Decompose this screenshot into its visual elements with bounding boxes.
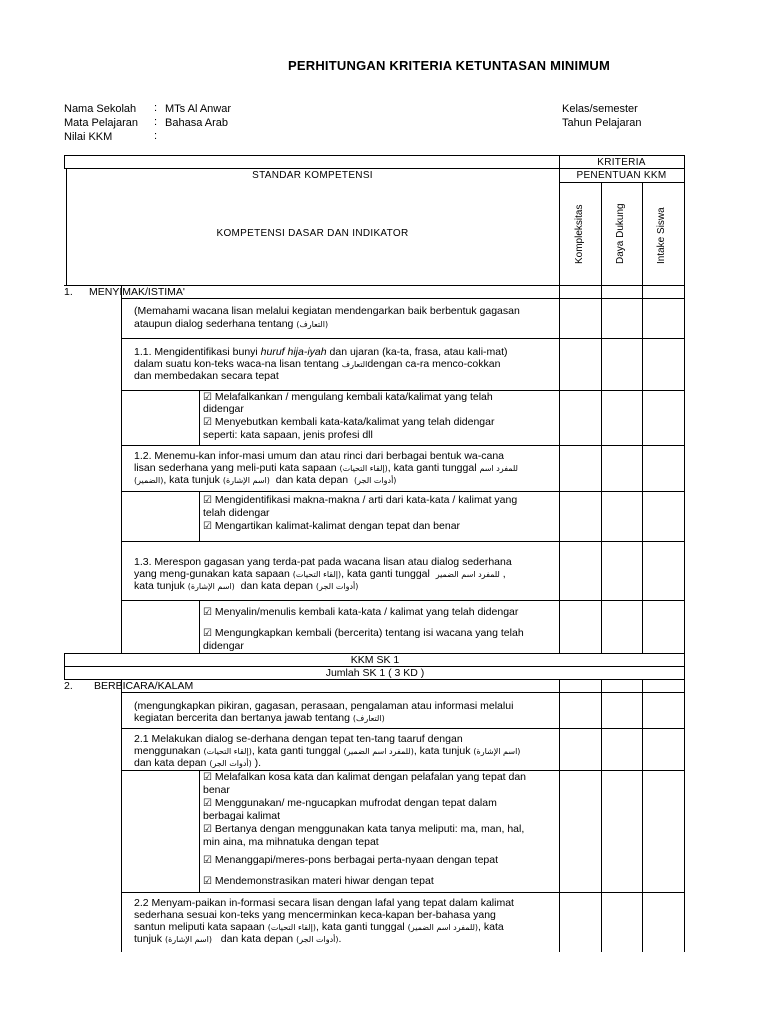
kd-1-1: dan membedakan secara tepat	[134, 370, 279, 382]
colon: :	[154, 130, 158, 142]
indicator: ☑ Mengungkapkan kembali (bercerita) tentang isi wacana yang telah	[203, 627, 524, 639]
indicator: ☑ Bertanya dengan menggunakan kata tanya meliputi: ma, man, hal,	[203, 823, 525, 835]
sk1-number: 1.	[64, 286, 73, 298]
grid-line	[199, 770, 200, 892]
indicator: ☑ Menyalin/menulis kembali kata-kata / kalimat yang telah didengar	[203, 606, 519, 618]
school-label: Nama Sekolah	[64, 103, 137, 115]
checkbox-icon: ☑	[203, 628, 212, 639]
sk1-desc: ataupun dialog sederhana tentang (التعارف)	[134, 318, 329, 330]
kd-1-3: kata tunjuk (اسم الإشارة) dan kata depan (أدوات الجر)	[134, 580, 359, 592]
indicator: ☑ Mendemonstrasikan materi hiwar dengan tepat	[203, 875, 434, 887]
kd-2-2: tunjuk (اسم الإشارة) dan kata depan (أدوات الجر).	[134, 933, 342, 945]
grid-line	[199, 600, 200, 653]
year-label: Tahun Pelajaran	[562, 117, 642, 129]
grid-line	[642, 285, 643, 653]
header-daya-dukung: Daya Dukung	[615, 203, 626, 264]
grid-line	[121, 692, 684, 693]
document-title: PERHITUNGAN KRITERIA KETUNTASAN MINIMUM	[288, 58, 610, 73]
header-kriteria: KRITERIA	[597, 157, 646, 168]
kd-1-2: lisan sederhana yang meli-puti kata sapaan (إلقاء التحيات), kata ganti tunggal للمفرد اسم	[134, 462, 518, 474]
indicator: ☑ Menyebutkan kembali kata-kata/kalimat yang telah didengar	[203, 416, 495, 428]
checkbox-icon: ☑	[203, 607, 212, 618]
grid-line	[121, 600, 684, 601]
grid-line	[601, 285, 602, 653]
kd-1-3: yang meng-gunakan kata sapaan (إلقاء التحيات), kata ganti tunggal للمفرد اسم الضمير ,	[134, 568, 506, 580]
checkbox-icon: ☑	[203, 521, 212, 532]
checkbox-icon: ☑	[203, 876, 212, 887]
kkm-label: Nilai KKM	[64, 131, 113, 143]
class-label: Kelas/semester	[562, 103, 638, 115]
indicator: berbagai kalimat	[203, 810, 281, 822]
indicator: benar	[203, 784, 230, 796]
kd-2-1: 2.1 Melakukan dialog se-derhana dengan tepat ten-tang taaruf dengan	[134, 733, 463, 745]
checkbox-icon: ☑	[203, 798, 212, 809]
grid-line	[121, 338, 684, 339]
grid-line	[121, 679, 122, 952]
checkbox-icon: ☑	[203, 855, 212, 866]
indicator: seperti: kata sapaan, jenis profesi dll	[203, 429, 373, 441]
grid-line	[64, 653, 65, 679]
header-kompetensi: KOMPETENSI DASAR DAN INDIKATOR	[216, 228, 409, 239]
grid-line	[121, 445, 684, 446]
grid-line	[559, 285, 560, 653]
school-value: MTs Al Anwar	[165, 103, 232, 115]
indicator: ☑ Melafalkankan / mengulang kembali kata/kalimat yang telah	[203, 391, 493, 403]
subject-value: Bahasa Arab	[165, 117, 228, 129]
grid-line	[559, 182, 684, 183]
subject-label: Mata Pelajaran	[64, 117, 138, 129]
header-kompleksitas: Kompleksitas	[574, 204, 585, 264]
sk2-desc: kegiatan bercerita dan bertanya jawab tentang (التعارف)	[134, 712, 385, 724]
kd-1-2: 1.2. Menemu-kan infor-masi umum dan atau rinci dari berbagai bentuk wa-cana	[134, 450, 505, 462]
grid-line	[121, 285, 122, 653]
grid-line	[601, 182, 602, 285]
grid-line	[601, 679, 602, 952]
grid-line	[642, 182, 643, 285]
indicator: ☑ Menanggapi/meres-pons berbagai perta-nyaan dengan tepat	[203, 854, 499, 866]
header-penentuan: PENENTUAN KKM	[576, 170, 667, 181]
kd-2-1: dan kata depan (أدوات الجر) ).	[134, 757, 262, 769]
kkm-sk1: KKM SK 1	[350, 654, 400, 666]
grid-line	[199, 491, 200, 541]
header-standar: STANDAR KOMPETENSI	[252, 170, 373, 181]
grid-line	[199, 390, 200, 445]
jumlah-sk1: Jumlah SK 1 ( 3 KD )	[325, 667, 425, 679]
sk2-name: BERBICARA/KALAM	[94, 680, 194, 692]
indicator: min aina, ma mihnatuka dengan tepat	[203, 836, 379, 848]
grid-line	[559, 679, 560, 952]
checkbox-icon: ☑	[203, 392, 212, 403]
sk1-name: MENYIMAK/ISTIMA'	[89, 286, 185, 298]
indicator: ☑ Menggunakan/ me-ngucapkan mufrodat dengan tepat dalam	[203, 797, 497, 809]
kd-1-1: 1.1. Mengidentifikasi bunyi huruf hija-iyah dan ujaran (ka-ta, frasa, atau kali-mat)	[134, 346, 508, 358]
kd-1-1: dalam suatu kon-teks waca-na lisan tentang التعارفdengan ca-ra menco-cokkan	[134, 358, 501, 370]
checkbox-icon: ☑	[203, 417, 212, 428]
kd-1-2: (الضمير), kata tunjuk (اسم الإشارة) dan kata depan (أدوات الجر)	[134, 474, 397, 486]
indicator: didengar	[203, 403, 244, 415]
checkbox-icon: ☑	[203, 772, 212, 783]
checkbox-icon: ☑	[203, 495, 212, 506]
kd-2-2: santun meliputi kata sapaan (إلقاء التحيات), kata ganti tunggal (للمفرد اسم الضمير), kata	[134, 921, 504, 933]
sk1-desc: (Memahami wacana lisan melalui kegiatan mendengarkan baik berbentuk gagasan	[134, 305, 520, 317]
grid-line	[684, 679, 685, 952]
grid-line	[64, 155, 65, 168]
kd-2-2: 2.2 Menyam-paikan in-formasi secara lisan dengan lafal yang tepat dalam kalimat	[134, 897, 514, 909]
grid-line	[642, 679, 643, 952]
grid-line	[121, 728, 684, 729]
grid-line	[121, 491, 684, 492]
grid-line	[121, 892, 684, 893]
grid-line	[684, 285, 685, 679]
indicator: ☑ Melafalkan kosa kata dan kalimat dengan pelafalan yang tepat dan	[203, 771, 527, 783]
colon: :	[154, 116, 158, 128]
header-intake-siswa: Intake Siswa	[656, 207, 667, 264]
indicator: didengar	[203, 640, 244, 652]
kd-2-2: sederhana sesuai kon-teks yang mencerminkan keca-kapan ber-bahasa yang	[134, 909, 496, 921]
colon: :	[154, 102, 158, 114]
indicator: telah didengar	[203, 507, 270, 519]
sk2-number: 2.	[64, 680, 73, 692]
grid-line	[684, 155, 685, 285]
grid-line	[121, 298, 684, 299]
checkbox-icon: ☑	[203, 824, 212, 835]
indicator: ☑ Mengartikan kalimat-kalimat dengan tepat dan benar	[203, 520, 461, 532]
grid-line	[121, 541, 684, 542]
indicator: ☑ Mengidentifikasi makna-makna / arti dari kata-kata / kalimat yang	[203, 494, 518, 506]
kd-1-3: 1.3. Merespon gagasan yang terda-pat pada wacana lisan atau dialog sederhana	[134, 556, 512, 568]
kd-2-1: menggunakan (إلقاء التحيات), kata ganti tunggal (للمفرد اسم الضمير), kata tunjuk (اسم الإشارة)	[134, 745, 521, 757]
sk2-desc: (mengungkapkan pikiran, gagasan, perasaan, pengalaman atau informasi melalui	[134, 700, 514, 712]
